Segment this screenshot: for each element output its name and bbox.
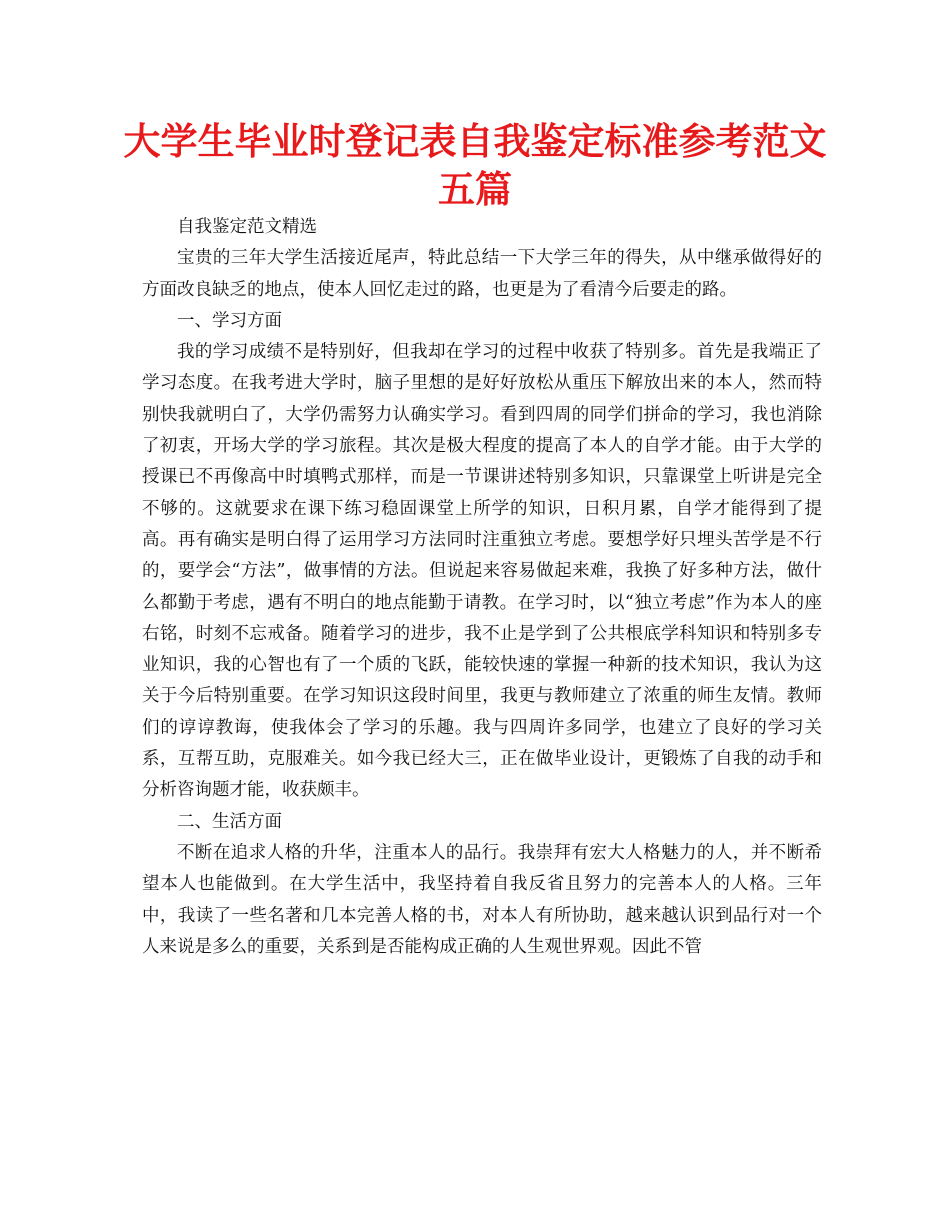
intro-paragraph: 宝贵的三年大学生活接近尾声，特此总结一下大学三年的得失，从中继承做得好的方面改良缺乏的地点，使本人回忆走过的路，也更是为了看清今后要走的路。 [142,248,822,300]
study-paragraph: 我的学习成绩不是特别好，但我却在学习的过程中收获了特别多。首先是我端正了学习态度。在我考进大学时，脑子里想的是好好放松从重压下解放出来的本人，然而特别快我就明白了，大学仍需努力认确实学习。看到四周的同学们拼命的学习，我也消除了初衷，开场大学的学习旅程。其次是极大程度的提高了本人的自学才能。由于大学的授课已不再像高中时填鸭式那样，而是一节课讲述特别多知识，只靠课堂上听讲是完全不够的。这就要求在课下练习稳固课堂上所学的知识，日积月累，自学才能得到了提高。再有确实是明白得了运用学习方法同时注重独立考虑。要想学好只埋头苦学是不行的，要学会“方法”，做事情的方法。但说起来容易做起来难，我换了好多种方法，做什么都勤于考虑，遇有不明白的地点能勤于请教。在学习时，以“独立考虑”作为本人的座右铭，时刻不忘戒备。随着学习的进步，我不止是学到了公共根底学科知识和特别多专业知识，我的心智也有了一个质的飞跃，能较快速的掌握一种新的技术知识，我认为这关于今后特别重要。在学习知识这段时间里，我更与教师建立了浓重的师生友情。教师们的谆谆教诲，使我体会了学习的乐趣。我与四周许多同学，也建立了良好的学习关系，互帮互助，克服难关。如今我已经大三，正在做毕业设计，更锻炼了自我的动手和分析咨询题才能，收获颇丰。 [142,342,822,801]
document-body [142,212,822,963]
life-paragraph: 不断在追求人格的升华，注重本人的品行。我崇拜有宏大人格魅力的人，并不断希望本人也能做到。在大学生活中，我坚持着自我反省且努力的完善本人的人格。三年中，我读了一些名著和几本完善人格的书，对本人有所协助，越来越认识到品行对一个人来说是多么的重要，关系到是否能构成正确的人生观世界观。因此不管 [142,842,822,957]
section-heading-life: 二、生活方面 [177,811,282,832]
document-title: 大学生毕业时登记表自我鉴定标准参考范文五篇 [123,120,827,211]
section-heading-study: 一、学习方面 [177,310,282,331]
section-label: 自我鉴定范文精选 [177,217,317,237]
